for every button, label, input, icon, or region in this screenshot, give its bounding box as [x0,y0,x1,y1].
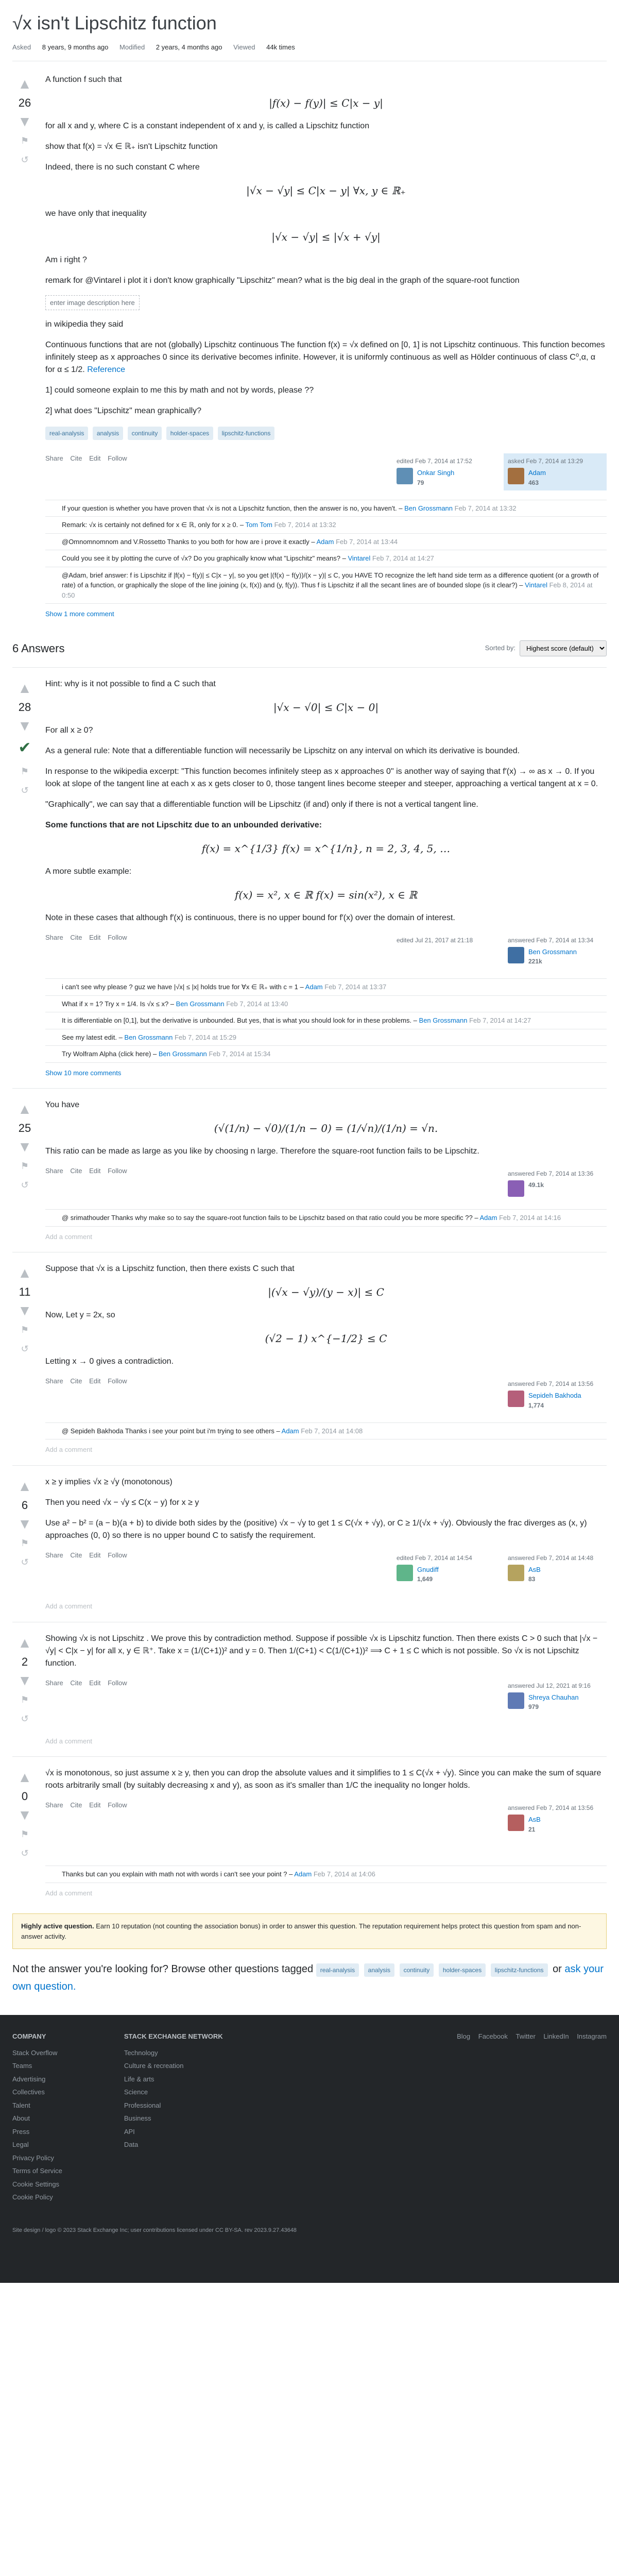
footer-link[interactable]: Culture & recreation [124,2062,184,2070]
share-link[interactable]: Share [45,454,63,462]
follow-link[interactable]: Follow [108,1551,127,1559]
footer-link[interactable]: Technology [124,2048,158,2057]
add-comment-link[interactable]: Add a comment [45,1232,93,1241]
share-link[interactable]: Share [45,933,63,941]
protected-notice: Highly active question. Earn 10 reputation (not counting the association bonus) in order to answer this question. The reputation requirement helps protect this question from spam and non-answer activity. [12,1913,607,1949]
share-link[interactable]: Share [45,1377,63,1385]
upvote-icon[interactable]: ▲ [18,680,32,696]
footer-link[interactable]: Life & arts [124,2075,154,2083]
answer: ▲ 6 ▼ ⚑ ↺ x ≥ y implies √x ≥ √y (monotonous) Then you need √x − √y ≤ C(x − y) for x ≥ y Use a² − b² = (a − b)(a + b) to divide both sides by the (positive) √x − √y to get 1 ≤ C(√x + √y), or C ≥ 1/(√x + √y). Obviously the frac diverges as (x, y) approaches (0, 0) so there is no upper bound C to satisfy the requirement. Share Cite Edit Follow edited Feb 7, 2014 at 14:54 Gnudiff 1,649 answered Feb 7, 2014 at 14:48 AsB 83 Add a comment [12,1465,607,1612]
answers-header: 6 Answers Sorted by: Highest score (default) [12,640,607,657]
footer-link[interactable]: Stack Overflow [12,2048,58,2057]
answer-score: 2 [21,1655,28,1668]
social-link[interactable]: Instagram [577,2032,607,2040]
downvote-icon[interactable]: ▼ [18,1807,32,1823]
avatar[interactable] [397,1565,413,1581]
edit-link[interactable]: Edit [89,1377,101,1385]
comment: What if x = 1? Try x = 1/4. Is √x ≤ x? – Ben Grossmann Feb 7, 2014 at 13:40 [45,996,607,1013]
comment: @ srimathouder Thanks why make so to say the square-root function fails to be Lipschitz based on that ratio could you be more specific ?? – Adam Feb 7, 2014 at 14:16 [45,1210,607,1227]
question-meta: Asked 8 years, 9 months ago Modified 2 years, 4 months ago Viewed 44k times [12,42,607,61]
tag-real-analysis[interactable]: real-analysis [45,427,88,440]
edit-link[interactable]: Edit [89,933,101,941]
share-link[interactable]: Share [45,1801,63,1809]
history-icon[interactable]: ↺ [21,1556,29,1567]
share-link[interactable]: Share [45,1551,63,1559]
bookmark-icon[interactable]: ⚑ [20,1829,29,1839]
tag-analysis[interactable]: analysis [93,427,123,440]
footer-link[interactable]: Science [124,2088,148,2096]
comment: Try Wolfram Alpha (click here) – Ben Grossmann Feb 7, 2014 at 15:34 [45,1046,607,1063]
footer-link[interactable]: Professional [124,2101,161,2109]
bookmark-icon[interactable]: ⚑ [20,1694,29,1705]
comment: i can't see why please ? guz we have |√x| ≤ |x| holds true for ∀x ∈ ℝ₊ with c = 1 – Adam Feb 7, 2014 at 13:37 [45,979,607,996]
upvote-icon[interactable]: ▲ [18,1101,32,1117]
bookmark-icon[interactable]: ⚑ [20,1537,29,1548]
avatar[interactable] [508,947,524,963]
question-comments [45,500,607,604]
question-post [12,74,607,500]
comment: @Adam, brief answer: f is Lipschitz if |f(x) − f(y)| ≤ C|x − y|, so you get |(f(x) − f(y))/(x − y)| ≤ C, you HAVE TO recognize the left hand side term as a difference quotient (or a growth of rate) of a function, or graphically the slope of the line joining (x, f(x)) and (y, f(y)). Thus f is Lipschitz if all the secant lines are of bounded slope (is it clear?) – Vintarel Feb 8, 2014 at 0:50 [45,567,607,604]
edit-link[interactable]: Edit [89,1551,101,1559]
comment: @ Sepideh Bakhoda Thanks i see your point but i'm trying to see others – Adam Feb 7, 2014 at 14:08 [45,1423,607,1440]
comment: See my latest edit. – Ben Grossmann Feb 7, 2014 at 15:29 [45,1029,607,1046]
social-link[interactable]: LinkedIn [543,2032,569,2040]
upvote-icon[interactable]: ▲ [18,1769,32,1785]
follow-link[interactable]: Follow [108,1801,127,1809]
question-vote-column [12,74,37,500]
cite-link[interactable]: Cite [70,1167,82,1175]
question-footer [45,453,607,490]
footer-link[interactable]: Cookie Settings [12,2180,60,2188]
question-body: A function f such that |f(x) − f(y)| ≤ C|x − y| for all x and y, where C is a constant independent of x and y, is called a Lipschitz function show that f(x) = √x ∈ ℝ₊ isn't Lipschitz function Indeed, there is no such constant C where |√x − √y| ≤ C|x − y| ∀x, y ∈ ℝ₊ we have only that inequality |√x − √y| ≤ |√x + √y| Am i right ? remark for @Vintarel i plot it i don't know graphically "Lipschitz" mean? what is the big deal in the graph of the square-root function enter image description here in wikipedia they said Continuous functions that are not (globally) Lipschitz continuous The function f(x) = √x defined on [0, 1] is not Lipschitz continuous. This function becomes infinitely steep as x approaches 0 since its derivative becomes infinite. However, it is uniformly continuous as well as Hölder continuous of class C⁰,α, α for α ≤ 1/2. Reference 1] could someone explain to me this by math and not by words, please ?? 2] what does "Lipschitz" mean graphically? real-analysis analysis continuity holder-spaces lipschitz-functions Share Cite Edit Follow edited Feb 7, 2014 at 17:52 Onkar Singh 79 asked Feb 7, 2014 at 13:29 Adam 463 [45,74,607,500]
owner-signature: answered Feb 7, 2014 at 14:48 AsB 83 [508,1554,594,1583]
tag-lipschitz-functions[interactable]: lipschitz-functions [491,1963,548,1977]
avatar[interactable] [508,1692,524,1709]
answer-score: 11 [19,1285,31,1298]
site-footer: COMPANY Stack Overflow Teams Advertising Collectives Talent About Press Legal Privacy Policy Terms of Service Cookie Settings Cookie Policy STACK EXCHANGE NETWORK Technology Culture & recreation Life & arts Science Professional Business API Data Blog Facebook Twitter LinkedIn Instagram Site design / logo © 2023 Stack Exchange Inc; user contributions licensed under CC BY-SA. rev 2023.9.27.43648 [0,2015,619,2283]
cite-link[interactable]: Cite [70,1801,82,1809]
bookmark-icon[interactable]: ⚑ [20,1325,29,1335]
bookmark-icon[interactable]: ⚑ [20,1161,29,1171]
comment: @Omnomnomnom and V.Rossetto Thanks to you both for how are i prove it exactly – Adam Feb 7, 2014 at 13:44 [45,534,607,551]
tag-analysis[interactable]: analysis [364,1963,394,1977]
avatar[interactable] [508,468,524,484]
question-score: 26 [18,96,31,109]
answers-count: 6 Answers [12,641,65,655]
comment: Remark: √x is certainly not defined for x ∈ ℝ, only for x ≥ 0. – Tom Tom Feb 7, 2014 at 13:32 [45,517,607,534]
history-icon[interactable]: ↺ [21,1180,29,1190]
answer: ▲ 28 ▼ ✔ ⚑ ↺ Hint: why is it not possible to find a C such that |√x − √0| ≤ C|x − 0| For all x ≥ 0? As a general rule: Note that a differentiable function will necessarily be Lipschitz on any interval on which its derivative is bounded. In response to the wikipedia excerpt: "This function becomes infinitely steep as x approaches 0" is another way of saying that f′(x) → ∞ as x → 0. If you look at slope of the tangent line at each x as x gets closer to 0, those tangent lines become steeper and steeper, approaching a vertical tangent at x = 0. "Graphically", we can say that a differentiable function will be Lipschitz (if and) only if there is not a vertical tangent line. Some functions that are not Lipschitz due to an unbounded derivative: f(x) = x^{1/3} f(x) = x^{1/n}, n = 2, 3, 4, 5, … A more subtle example: f(x) = x², x ∈ ℝ f(x) = sin(x²), x ∈ ℝ Note in these cases that although f′(x) is continuous, there is no upper bound for f′(x) over the domain of interest. Share Cite Edit Follow edited Jul 21, 2017 at 21:18 answered Feb 7, 2014 at 13:34 Ben Grossmann 221k i can't see why please ? guz we have |√x| ≤ |x| holds true for ∀x ∈ ℝ₊ with c = 1 – Adam Feb 7, 2014 at 13:37 What if x = 1? Try x = 1/4. Is √x ≤ x? – Ben Grossmann Feb 7, 2014 at 13:40 It is differentiable on [0,1], but the derivative is unbounded. But yes, that is what you should look for in these problems. – Ben Grossmann Feb 7, 2014 at 14:27 See my latest edit. – Ben Grossmann Feb 7, 2014 at 15:29 Try Wolfram Alpha (click here) – Ben Grossmann Feb 7, 2014 at 15:34 Show 10 more comments [12,667,607,1078]
downvote-icon[interactable]: ▼ [18,1139,32,1155]
footer-link[interactable]: Cookie Policy [12,2193,53,2201]
answer-score: 0 [21,1790,28,1803]
downvote-icon[interactable]: ▼ [18,113,32,129]
show-more-comments[interactable]: Show 1 more comment [45,610,114,618]
avatar[interactable] [508,1391,524,1407]
footer-link[interactable]: API [124,2127,135,2136]
owner-signature: asked Feb 7, 2014 at 13:29 Adam 463 [504,453,607,490]
avatar[interactable] [508,1565,524,1581]
answer: ▲ 11 ▼ ⚑ ↺ Suppose that √x is a Lipschitz function, then there exists C such that |(√x − √y)/(y − x)| ≤ C Now, Let y = 2x, so (√2 − 1) x^{−1/2} ≤ C Letting x → 0 gives a contradiction. Share Cite Edit Follow answered Feb 7, 2014 at 13:56 Sepideh Bakhoda 1,774 @ Sepideh Bakhoda Thanks i see your point but i'm trying to see others – Adam Feb 7, 2014 at 14:08 Add a comment [12,1252,607,1455]
avatar[interactable] [397,468,413,484]
post-actions [45,453,132,464]
edit-link[interactable]: Edit [89,454,101,462]
history-icon[interactable]: ↺ [21,785,29,795]
edit-link[interactable]: Edit [89,1801,101,1809]
edit-link[interactable]: Edit [89,1167,101,1175]
owner-signature: answered Feb 7, 2014 at 13:34 Ben Grossmann 221k [508,936,594,965]
cite-link[interactable]: Cite [70,1377,82,1385]
owner-signature: answered Feb 7, 2014 at 13:56 AsB 21 [508,1804,594,1833]
footer-link[interactable]: Terms of Service [12,2167,62,2175]
add-comment-link[interactable]: Add a comment [45,1889,93,1897]
share-link[interactable]: Share [45,1167,63,1175]
broken-image: enter image description here [45,295,140,311]
editor-signature: edited Feb 7, 2014 at 17:52 Onkar Singh 79 [397,457,472,486]
cite-link[interactable]: Cite [70,454,82,462]
answer-score: 6 [21,1498,28,1512]
accepted-check-icon: ✔ [18,739,31,756]
footer-link[interactable]: Collectives [12,2088,45,2096]
tag-lipschitz-functions[interactable]: lipschitz-functions [218,427,275,440]
downvote-icon[interactable]: ▼ [18,717,32,734]
footer-link[interactable]: Business [124,2114,151,2122]
comment: It is differentiable on [0,1], but the derivative is unbounded. But yes, that is what you should look for in these problems. – Ben Grossmann Feb 7, 2014 at 14:27 [45,1012,607,1029]
bookmark-icon[interactable]: ⚑ [20,135,29,146]
ask-question-link[interactable]: ask your own question. [12,1963,604,1992]
not-the-answer: Not the answer you're looking for? Browse other questions tagged real-analysis analysis continuity holder-spaces lipschitz-functions or ask your own question. [12,1963,604,1992]
tag-real-analysis[interactable]: real-analysis [316,1963,359,1977]
downvote-icon[interactable]: ▼ [18,1672,32,1688]
footer-link[interactable]: Advertising [12,2075,46,2083]
add-comment-link[interactable]: Add a comment [45,1446,93,1453]
comment: If your question is whether you have proven that √x is not a Lipschitz function, then the answer is no, you haven't. – Ben Grossmann Feb 7, 2014 at 13:32 [45,500,607,517]
answer-score: 25 [18,1122,31,1134]
upvote-icon[interactable]: ▲ [18,1634,32,1651]
follow-link[interactable]: Follow [108,454,127,462]
avatar[interactable] [508,1815,524,1831]
history-icon[interactable]: ↺ [21,154,29,165]
footer-link[interactable]: Talent [12,2101,30,2109]
social-link[interactable]: Blog [457,2032,471,2040]
footer-link[interactable]: Data [124,2141,139,2148]
follow-link[interactable]: Follow [108,1377,127,1385]
reference-link[interactable]: Reference [87,365,126,374]
follow-link[interactable]: Follow [108,933,127,941]
add-comment-link[interactable]: Add a comment [45,1737,93,1745]
social-link[interactable]: Twitter [515,2032,536,2040]
add-comment-link[interactable]: Add a comment [45,1602,93,1610]
owner-signature: answered Feb 7, 2014 at 13:56 Sepideh Bakhoda 1,774 [508,1380,594,1409]
question-tags [45,427,607,442]
editor-signature: edited Feb 7, 2014 at 14:54 Gnudiff 1,649 [397,1554,472,1583]
footer-link[interactable]: Teams [12,2062,32,2070]
cite-link[interactable]: Cite [70,1551,82,1559]
tag-continuity[interactable]: continuity [400,1963,434,1977]
copyright: Site design / logo © 2023 Stack Exchange Inc; user contributions licensed under CC BY-SA. rev 2023.9.27.43648 [12,2227,297,2233]
footer-link[interactable]: Press [12,2127,30,2136]
downvote-icon[interactable]: ▼ [18,1302,32,1318]
answer: ▲ 0 ▼ ⚑ ↺ √x is monotonous, so just assume x ≥ y, then you can drop the absolute values and it simplifies to 1 ≤ C(√x + √y). Since you can make the sum of square roots arbitrarily small (by suitably decreasing x and y), as soon as it's smaller than 1/C the inequality no longer holds. Share Cite Edit Follow answered Feb 7, 2014 at 13:56 AsB 21 Thanks but can you explain with math not with words i can't see your point ? – Adam Feb 7, 2014 at 14:06 Add a comment [12,1756,607,1898]
avatar[interactable] [508,1180,524,1197]
edit-link[interactable]: Edit [89,1679,101,1687]
history-icon[interactable]: ↺ [21,1344,29,1354]
follow-link[interactable]: Follow [108,1679,127,1687]
answer: ▲ 25 ▼ ⚑ ↺ You have (√(1/n) − √0)/(1/n − 0) = (1/√n)/(1/n) = √n. This ratio can be made as large as you like by choosing n large. Therefore the square-root function fails to be Lipschitz. Share Cite Edit Follow answered Feb 7, 2014 at 13:36 49.1k @ srimathouder Thanks why make so to say the square-root function fails to be Lipschitz based on that ratio could you be more specific ?? – Adam Feb 7, 2014 at 14:16 Add a comment [12,1088,607,1242]
footer-link[interactable]: About [12,2114,30,2122]
answer-score: 28 [18,700,31,714]
history-icon[interactable]: ↺ [21,1848,29,1858]
cite-link[interactable]: Cite [70,1679,82,1687]
tag-continuity[interactable]: continuity [128,427,162,440]
bookmark-icon[interactable]: ⚑ [20,766,29,776]
social-link[interactable]: Facebook [478,2032,508,2040]
answer: ▲ 2 ▼ ⚑ ↺ Showing √x is not Lipschitz . We prove this by contradiction method. Suppose if possible √x is Lipschitz function. Then there exists C > 0 such that |√x − √y| < C|x − y| for all x, y ∈ ℝ⁺. Take x = (1/(C+1))² and y = 0. Then 1/(C+1) < C(1/(C+1))² ⟹ C + 1 ≤ C which is not possible. So √x is not Lipschitz function. Share Cite Edit Follow answered Jul 12, 2021 at 9:16 Shreya Chauhan 979 Add a comment [12,1622,607,1747]
upvote-icon[interactable]: ▲ [18,1265,32,1281]
owner-signature: answered Feb 7, 2014 at 13:36 49.1k [504,1166,607,1200]
comment: Could you see it by plotting the curve of √x? Do you graphically know what "Lipschitz" means? – Vintarel Feb 7, 2014 at 14:27 [45,550,607,567]
upvote-icon[interactable]: ▲ [18,1478,32,1494]
show-more-comments[interactable]: Show 10 more comments [45,1069,122,1077]
question-title[interactable]: √x isn't Lipschitz function [12,12,217,33]
footer-link[interactable]: Privacy Policy [12,2154,54,2162]
share-link[interactable]: Share [45,1679,63,1687]
sort-select[interactable] [520,640,607,656]
follow-link[interactable]: Follow [108,1167,127,1175]
tag-holder-spaces[interactable]: holder-spaces [166,427,213,440]
footer-link[interactable]: Legal [12,2141,29,2148]
upvote-icon[interactable]: ▲ [18,75,32,92]
downvote-icon[interactable]: ▼ [18,1515,32,1532]
editor-signature: edited Jul 21, 2017 at 21:18 [397,936,473,944]
history-icon[interactable]: ↺ [21,1713,29,1724]
comment: Thanks but can you explain with math not with words i can't see your point ? – Adam Feb 7, 2014 at 14:06 [45,1866,607,1883]
cite-link[interactable]: Cite [70,933,82,941]
tag-holder-spaces[interactable]: holder-spaces [439,1963,486,1977]
owner-signature: answered Jul 12, 2021 at 9:16 Shreya Chauhan 979 [508,1682,591,1710]
